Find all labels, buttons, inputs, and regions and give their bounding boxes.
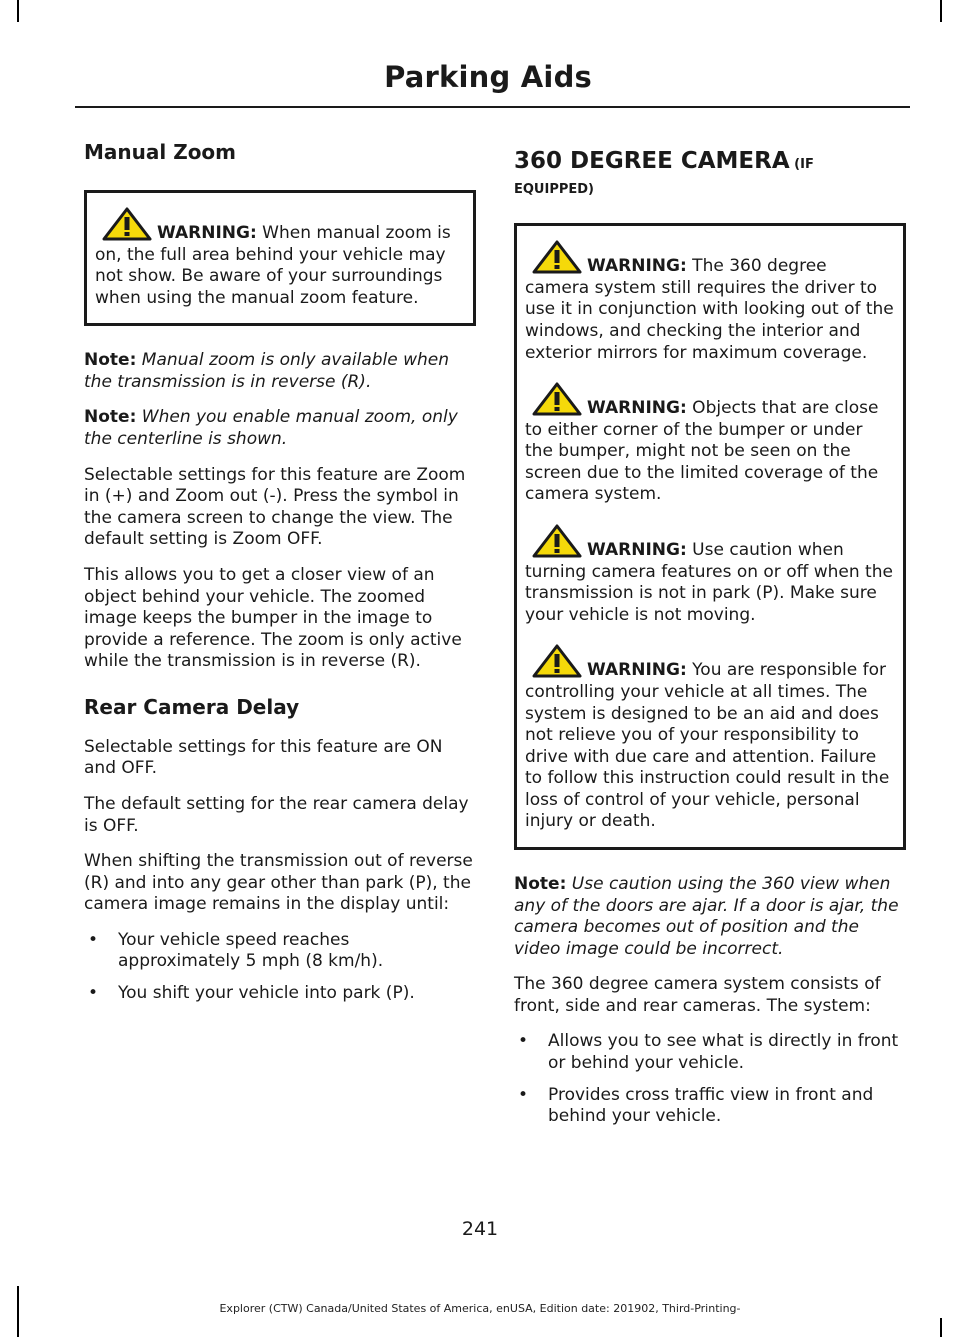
left-column [84, 140, 476, 1019]
warning-label: WARNING: [587, 540, 687, 561]
warning-text [95, 207, 465, 309]
heading-qualifier: (IF [789, 157, 814, 172]
paragraph: When shifting the transmission out of reverse (R) and into any gear other than park (P), the camera image remains in the display until: [84, 851, 473, 915]
crop-mark [940, 1318, 942, 1337]
section-heading-rear-camera-delay: Rear Camera Delay [84, 694, 300, 719]
note-text: When you enable manual zoom, only the centerline is shown. [84, 407, 458, 450]
note-text: Use caution using the 360 view when any of the doors are ajar. If a door is ajar, the camera becomes out of position and the video image could be incorrect. [514, 874, 899, 959]
paragraph: This allows you to get a closer view of an object behind your vehicle. The zoomed image keeps the bumper in the image to provide a reference. The zoom is only active while the transmission is in reverse (R). [84, 564, 462, 672]
warning-box [514, 223, 906, 850]
note-label: Note: [514, 874, 567, 894]
note [84, 350, 476, 393]
list-item: • You shift your vehicle into park (P). [84, 983, 476, 1005]
page-number: 241 [461, 1218, 499, 1240]
header-rule [75, 106, 910, 108]
note-label: Note: [84, 407, 137, 428]
warning-body: The 360 degree camera system still requires the driver to use it in conjunction with looking out of the windows, and checking the interior and exterior mirrors for maximum coverage. [525, 256, 894, 363]
section-heading-360-camera [514, 140, 906, 197]
heading-qualifier-2: EQUIPPED) [514, 181, 594, 197]
warning-body: When manual zoom is on, the full area behind your vehicle may not show. Be aware of your surroundings when using the manual zoom feature. [95, 223, 451, 308]
note-label: Note: [84, 350, 137, 371]
footer-text: Explorer (CTW) Canada/United States of America, enUSA, Edition date: 201902, Third-Printing- [219, 1302, 741, 1315]
paragraph: The 360 degree camera system consists of front, side and rear cameras. The system: [514, 974, 881, 1016]
note [84, 407, 476, 450]
warning-text [525, 644, 895, 833]
warning-triangle-icon [531, 382, 583, 416]
warning-text [525, 382, 895, 506]
bullet-list [514, 1031, 906, 1127]
list-item: • Your vehicle speed reaches approximately 5 mph (8 km/h). [84, 930, 476, 973]
crop-mark [17, 0, 19, 22]
warning-triangle-icon [531, 644, 583, 678]
bullet-list [84, 930, 476, 1005]
warning-label: WARNING: [587, 256, 687, 277]
warning-body: Objects that are close to either corner of the bumper or under the bumper, might not be seen on the screen due to the limited coverage of the camera system. [525, 398, 879, 505]
warning-triangle-icon [531, 524, 583, 558]
paragraph: The default setting for the rear camera delay is OFF. [84, 793, 469, 836]
paragraph: Selectable settings for this feature are Zoom in (+) and Zoom out (-). Press the symbol in the camera screen to change the view. The default setting is Zoom OFF. [84, 464, 466, 550]
warning-text [525, 240, 895, 364]
section-heading-manual-zoom: Manual Zoom [84, 140, 237, 164]
warning-triangle-icon [531, 240, 583, 274]
right-column [514, 140, 906, 1142]
warning-label: WARNING: [587, 398, 687, 419]
warning-body: You are responsible for controlling your vehicle at all times. The system is designed to be an aid and does not relieve you of your responsibility to drive with due care and attention. Failure to follow this instruction could result in the loss of control of your vehicle, personal injury or death. [525, 660, 890, 832]
warning-body: Use caution when turning camera features on or off when the transmission is not in park (P). Make sure your vehicle is not moving. [525, 540, 893, 625]
warning-triangle-icon [101, 207, 153, 241]
warning-label: WARNING: [587, 660, 687, 681]
warning-label: WARNING: [157, 223, 257, 243]
warning-box [84, 190, 476, 326]
list-item: • Provides cross traffic view in front and behind your vehicle. [514, 1085, 906, 1128]
page-header-title: Parking Aids [384, 60, 592, 94]
heading-main: 360 DEGREE CAMERA [514, 148, 790, 174]
list-item: • Allows you to see what is directly in front or behind your vehicle. [514, 1031, 906, 1074]
note-text: Manual zoom is only available when the transmission is in reverse (R). [84, 350, 450, 392]
paragraph: Selectable settings for this feature are ON and OFF. [84, 736, 443, 779]
note [514, 874, 906, 960]
warning-text [525, 524, 895, 626]
crop-mark [940, 0, 942, 22]
